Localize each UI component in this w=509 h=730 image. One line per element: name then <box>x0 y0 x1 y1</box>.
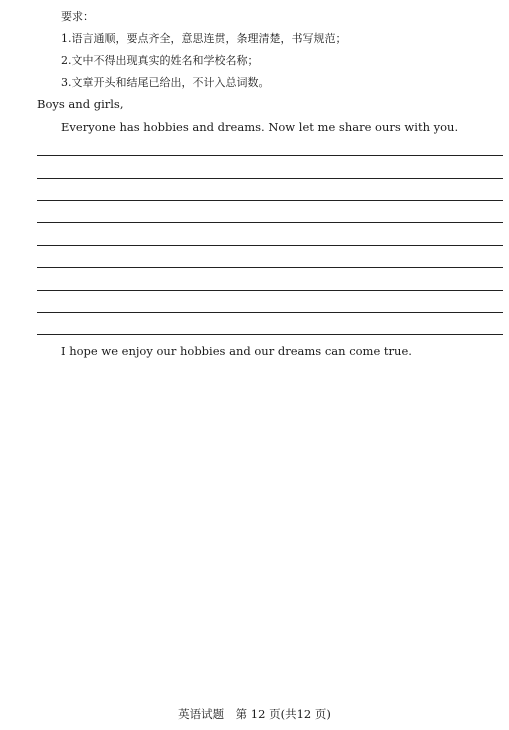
writing-line-1[interactable] <box>37 155 503 156</box>
writing-line-5[interactable] <box>37 245 503 246</box>
essay-closing: I hope we enjoy our hobbies and our dreams can come true. <box>61 344 412 358</box>
requirement-item-1: 1.语言通顺，要点齐全，意思连贯，条理清楚，书写规范； <box>61 32 347 45</box>
requirement-item-3: 3.文章开头和结尾已给出，不计入总词数。 <box>61 76 270 89</box>
writing-line-8[interactable] <box>37 312 503 313</box>
writing-line-2[interactable] <box>37 178 503 179</box>
writing-line-9[interactable] <box>37 334 503 335</box>
requirements-title: 要求： <box>61 10 94 23</box>
requirement-item-2: 2.文中不得出现真实的姓名和学校名称； <box>61 54 259 67</box>
essay-greeting: Boys and girls, <box>37 97 124 111</box>
writing-line-4[interactable] <box>37 222 503 223</box>
writing-line-6[interactable] <box>37 267 503 268</box>
page-footer: 英语试题 第 12 页(共12 页) <box>178 707 331 721</box>
writing-line-3[interactable] <box>37 200 503 201</box>
essay-opening: Everyone has hobbies and dreams. Now let me share ours with you. <box>61 120 459 134</box>
writing-line-7[interactable] <box>37 290 503 291</box>
